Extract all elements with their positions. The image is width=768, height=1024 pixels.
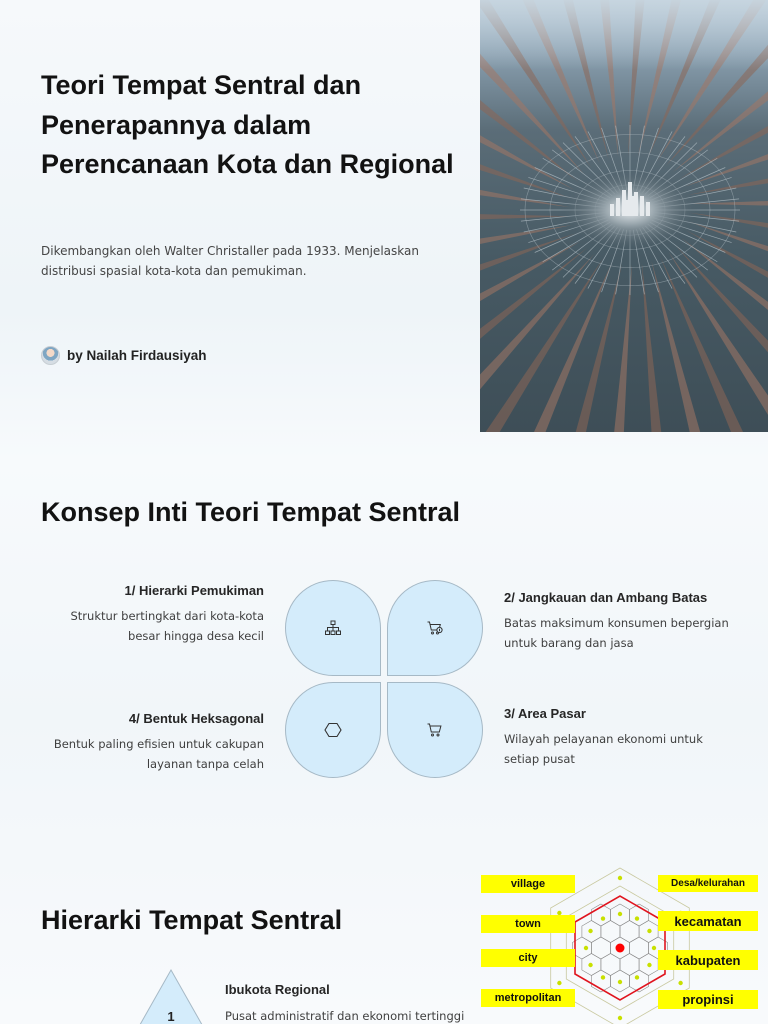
diagram-label-kecamatan: kecamatan [658,911,758,931]
concept-heading: 4/ Bentuk Heksagonal [128,711,264,726]
page-title: Teori Tempat Sentral dan Penerapannya dalam Perencanaan Kota dan Regional [41,70,454,179]
tier-description: Pusat administratif dan ekonomi tertinggi [225,1009,465,1023]
concept-item-hexagon [40,711,264,774]
concept-heading: 2/ Jangkauan dan Ambang Batas [504,590,708,605]
diagram-label-desa: Desa/kelurahan [658,875,758,892]
concept-heading: 3/ Area Pasar [504,706,586,721]
hierarchy-icon [324,619,342,637]
diagram-label-village: village [481,875,575,893]
concept-item-hierarchy [40,583,264,646]
petal-market-area [387,682,483,778]
diagram-label-kabupaten: kabupaten [658,950,758,970]
hero-aerial-city-image [480,0,768,432]
concept-item-market-area [504,706,734,769]
petal-hierarchy [285,580,381,676]
concept-description: Wilayah pelayanan ekonomi untuk setiap pusat [504,732,703,766]
petal-range-threshold [387,580,483,676]
petal-hexagon [285,682,381,778]
tier-name: Ibukota Regional [225,982,330,997]
cart-icon [426,721,444,739]
avatar [41,346,60,365]
author-byline [41,344,207,366]
section-title-hierarchy: Hierarki Tempat Sentral [41,905,343,935]
cart-coin-icon [426,619,444,637]
diagram-label-metropolitan: metropolitan [481,989,575,1007]
tier-number: 1 [167,1009,175,1024]
concept-item-range-threshold [504,590,734,653]
hexagon-icon [324,721,342,739]
hierarchy-pyramid-tier-1 [135,968,207,1024]
author-name: by Nailah Firdausiyah [67,347,207,363]
section-title-concepts: Konsep Inti Teori Tempat Sentral [41,497,461,527]
aerial-city-illustration [480,0,768,432]
diagram-label-propinsi: propinsi [658,990,758,1009]
hero-subtitle: Dikembangkan oleh Walter Christaller pada 1933. Menjelaskan distribusi spasial kota-kota dan pemukiman. [41,244,419,278]
diagram-label-town: town [481,915,575,933]
concept-description: Bentuk paling efisien untuk cakupan layanan tanpa celah [53,737,264,771]
central-place-hex-diagram [478,866,768,1024]
concept-heading: 1/ Hierarki Pemukiman [124,583,264,598]
central-place-marker [616,944,625,953]
diagram-label-city: city [481,949,575,967]
concept-description: Struktur bertingkat dari kota-kota besar hingga desa kecil [70,609,264,643]
concept-description: Batas maksimum konsumen bepergian untuk barang dan jasa [504,616,729,650]
